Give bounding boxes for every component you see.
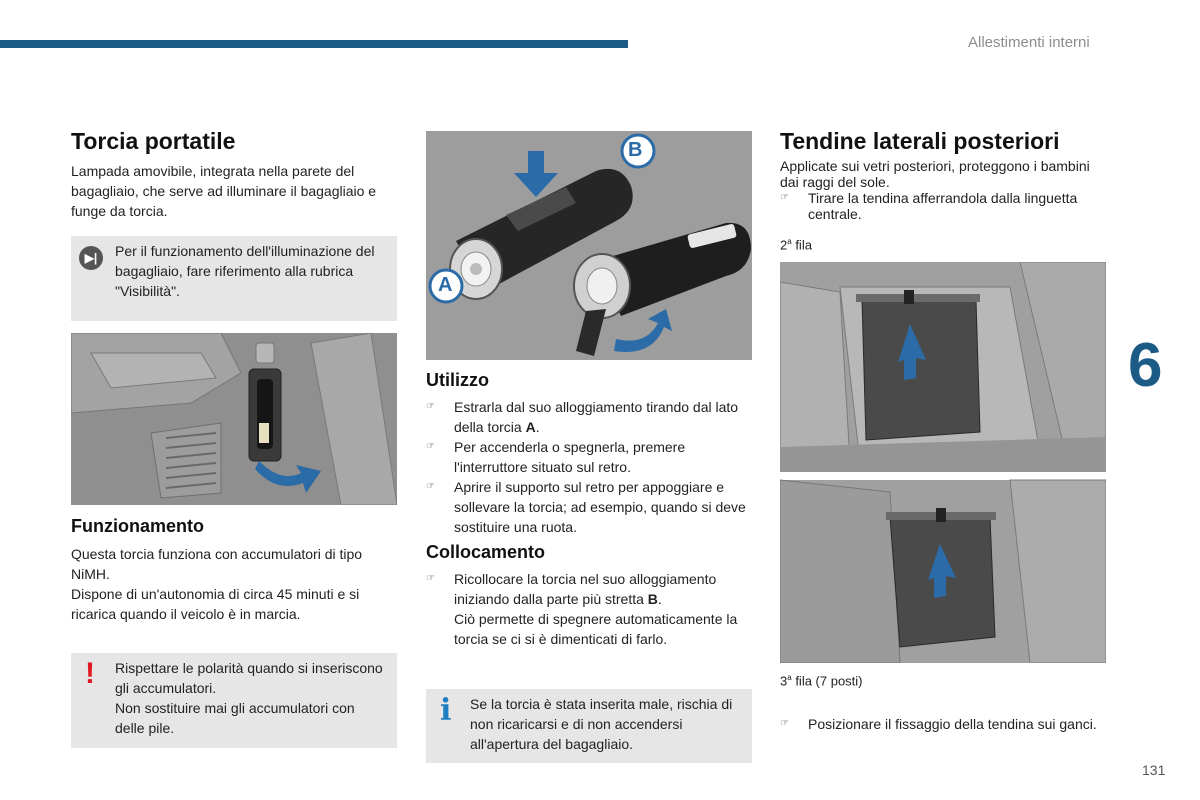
row3-label: fila (7 posti) [795,673,863,689]
pointing-hand-icon: ☞ [426,441,435,452]
utilizzo-text-3: Aprire il supporto sul retro per appoggiare e sollevare la torcia; ad esempio, quando si deve sostituire una ruota. [454,479,746,535]
list-item [426,397,754,437]
utilizzo-list [426,397,754,537]
collocamento-ref-b: B [647,591,658,607]
list-item [426,477,754,537]
section-title: Allestimenti interni [968,34,1090,51]
sunshade-top-graphic [862,300,980,440]
tendine-list-2 [780,714,1100,734]
list-item [426,437,754,477]
row2-num: 2 [780,237,788,253]
utilizzo-title: Utilizzo [426,370,489,390]
row3-caption [780,668,863,691]
utilizzo-text-2: Per accenderla o spegnerla, premere l'interruttore situato sul retro. [454,439,686,475]
header-bar [0,40,628,48]
note-box [71,236,397,321]
collocamento-text-1: Ricollocare la torcia nel suo alloggiamento iniziando dalla parte più stretta [454,571,717,607]
warning-text-1: Rispettare le polarità quando si inseriscono gli accumulatori. [115,660,383,696]
utilizzo-text-1: Estrarla dal suo alloggiamento tirando dal lato della torcia [454,399,739,435]
list-item [780,714,1100,734]
warning-box [71,653,397,748]
info-text: Se la torcia è stata inserita male, rischia di non ricaricarsi e di non accendersi all'apertura del bagagliaio. [470,696,733,752]
row2-sup: a [787,237,792,246]
collocamento-text-2: Ciò permette di spegnere automaticamente la torcia se ci si è dimenticati di farlo. [454,611,738,647]
trunk-torch-image [71,333,397,505]
tendine-title: Tendine laterali posteriori [780,128,1060,154]
collocamento-title: Collocamento [426,542,546,562]
row2-label: fila [795,237,812,253]
pointing-hand-icon: ☞ [780,192,789,203]
chapter-number: 6 [1128,331,1163,400]
page-number: 131 [1142,762,1166,778]
pointing-hand-icon: ☞ [426,401,435,412]
tendine-bullet-1: Tirare la tendina afferrandola dalla linguetta centrale. [808,190,1078,222]
collocamento-list [426,569,754,649]
funzionamento-text-2: Dispone di un'autonomia di circa 45 minuti e si ricarica quando il veicolo è in marcia. [71,586,360,622]
note-text: Per il funzionamento dell'illuminazione del bagagliaio, fare riferimento alla rubrica "Visibilità". [115,243,375,299]
list-item [780,190,1100,222]
list-item [426,569,754,649]
pointing-hand-icon: ☞ [780,718,789,729]
trunk-illustration [71,333,397,505]
pointing-hand-icon: ☞ [426,573,435,584]
row2-caption [780,232,812,255]
utilizzo-period: . [535,419,540,435]
label-b: B [628,139,643,161]
torch-illustration [426,131,752,360]
forward-arrow-icon: ▶| [79,246,103,270]
exclamation-icon: ! [85,657,95,690]
tendine-intro: Applicate sui vetri posteriori, proteggono i bambini dai raggi del sole. [780,158,1090,190]
row3-sup: a [787,673,792,682]
torch-image [426,131,752,360]
collocamento-period: . [657,591,662,607]
torcia-intro: Lampada amovibile, integrata nella parete del bagagliaio, che serve ad illuminare il bagagliaio e funge da torcia. [71,163,377,219]
info-box [426,689,752,763]
funzionamento-text-1: Questa torcia funziona con accumulatori di tipo NiMH. [71,546,363,582]
utilizzo-ref-a: A [525,419,536,435]
label-a: A [438,274,453,296]
sunshade-images [780,262,1106,663]
warning-text-2: Non sostituire mai gli accumulatori con delle pile. [115,700,355,736]
pointing-hand-icon: ☞ [426,481,435,492]
info-icon: i [440,693,452,728]
tendine-list-1 [780,190,1100,222]
funzionamento-title: Funzionamento [71,516,204,536]
row3-num: 3 [780,673,788,689]
tendine-bullet-2: Posizionare il fissaggio della tendina sui ganci. [808,716,1097,732]
torcia-title: Torcia portatile [71,128,236,154]
sunshade-illustration [780,262,1106,663]
